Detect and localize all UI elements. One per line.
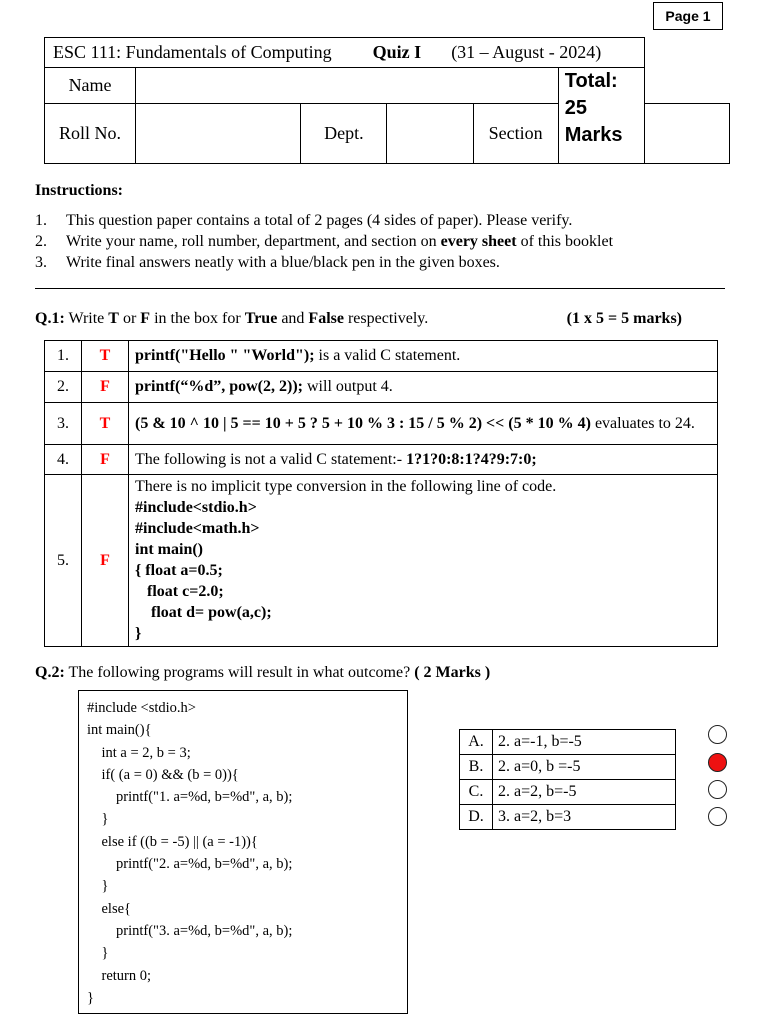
code-line: #include <stdio.h> (87, 700, 196, 716)
code-line: if( (a = 0) && (b = 0)){ (87, 766, 239, 783)
code-line: #include<math.h> (135, 520, 260, 537)
code-line: float c=2.0; (135, 583, 224, 600)
code-line: printf("3. a=%d, b=%d", a, b); (87, 922, 293, 939)
code-line: { float a=0.5; (135, 562, 223, 579)
instructions (35, 182, 613, 273)
code-line: printf("1. a=%d, b=%d", a, b); (87, 789, 293, 806)
section-label: Section (473, 104, 558, 164)
answer-box[interactable]: F (82, 372, 129, 403)
name-label: Name (45, 68, 136, 104)
option-b-radio[interactable] (708, 753, 727, 772)
table-row: 3. T (5 & 10 ^ 10 | 5 == 10 + 5 ? 5 + 10 % 3 : 15 / 5 % 2) << (5 * 10 % 4) evaluates to 24. (45, 403, 718, 445)
option-row: B. 2. a=0, b =-5 (460, 755, 676, 780)
table-row: 5. F There is no implicit type conversion in the following line of code. #include<stdio.h> #include<math.h> int main() { float a=0.5; float c=2.0; float d= pow(a,c); } (45, 475, 718, 647)
roll-label: Roll No. (45, 104, 136, 164)
answer-box[interactable]: T (82, 403, 129, 445)
header-table (44, 37, 730, 164)
roll-field[interactable] (136, 104, 301, 164)
table-row: 4. F The following is not a valid C statement:- 1?1?0:8:1?4?9:7:0; (45, 445, 718, 475)
dept-field[interactable] (387, 104, 473, 164)
answer-box[interactable]: T (82, 341, 129, 372)
instruction-item: 1. This question paper contains a total of 2 pages (4 sides of paper). Please verify. (35, 212, 573, 229)
code-line: int a = 2, b = 3; (87, 744, 191, 761)
table-row: 2. F printf(“%d”, pow(2, 2)); will output 4. (45, 372, 718, 403)
answer-box[interactable]: F (82, 445, 129, 475)
code-line: } (87, 945, 109, 962)
instruction-item: 2. Write your name, roll number, department, and section on every sheet of this booklet (35, 233, 614, 250)
page-number: Page 1 (653, 2, 723, 30)
instructions-heading: Instructions: (35, 182, 124, 199)
code-line: } (87, 878, 109, 895)
header-title-row (45, 38, 645, 68)
option-row: C. 2. a=2, b=-5 (460, 780, 676, 805)
q2-options-table (459, 729, 676, 830)
quiz-date: (31 – August - 2024) (451, 42, 602, 62)
option-a-radio[interactable] (708, 725, 727, 744)
code-line: #include<stdio.h> (135, 499, 257, 516)
code-line: else if ((b = -5) || (a = -1)){ (87, 833, 258, 850)
code-line: } (135, 625, 142, 642)
course-title: ESC 111: Fundamentals of Computing (53, 42, 332, 62)
total-marks: Total: 25 Marks (558, 68, 644, 164)
q1-heading: Q.1: Write T or F in the box for True and False respectively. (1 x 5 = 5 marks) (35, 310, 682, 327)
code-line: int main() (135, 541, 203, 558)
option-c-radio[interactable] (708, 780, 727, 799)
dept-label: Dept. (301, 104, 387, 164)
section-field[interactable] (644, 104, 729, 164)
quiz-title: Quiz I (372, 42, 422, 62)
q1-table (44, 340, 718, 647)
divider (35, 288, 725, 289)
answer-box[interactable]: F (82, 475, 129, 647)
option-row: D. 3. a=2, b=3 (460, 805, 676, 830)
q1-marks: (1 x 5 = 5 marks) (566, 310, 682, 327)
code-line: printf("2. a=%d, b=%d", a, b); (87, 856, 293, 873)
code-line: int main(){ (87, 722, 152, 739)
option-row: A. 2. a=-1, b=-5 (460, 730, 676, 755)
code-line: } (87, 989, 94, 1006)
code-line: float d= pow(a,c); (135, 604, 272, 621)
table-row: 1. T printf("Hello " "World"); is a valid C statement. (45, 341, 718, 372)
code-line: } (87, 811, 109, 828)
name-field[interactable] (136, 68, 559, 104)
option-d-radio[interactable] (708, 807, 727, 826)
q2-code-box (78, 690, 408, 1014)
instruction-item: 3. Write final answers neatly with a blue/black pen in the given boxes. (35, 254, 500, 271)
q2-heading: Q.2: The following programs will result in what outcome? ( 2 Marks ) (35, 664, 491, 681)
code-line: return 0; (87, 967, 152, 984)
code-line: else{ (87, 900, 132, 917)
